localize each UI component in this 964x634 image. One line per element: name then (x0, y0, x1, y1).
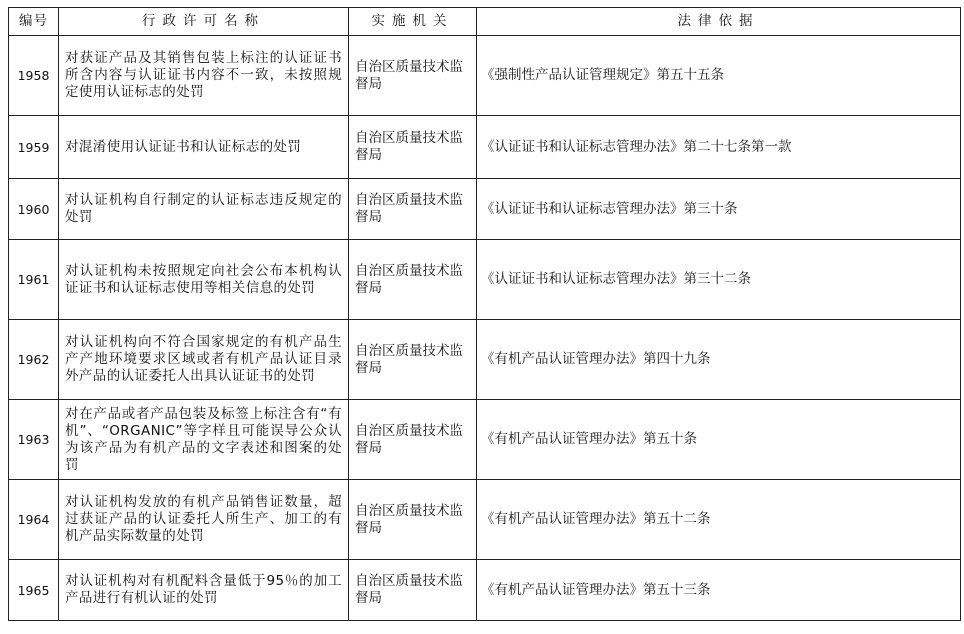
row-number: 1965 (9, 560, 59, 621)
row-agency: 自治区质量技术监督局 (349, 560, 477, 621)
row-license-name: 对在产品或者产品包装及标签上标注含有“有机”、“ORGANIC”等字样且可能误导公众认为该产品为有机产品的文字表述和图案的处罚 (59, 400, 349, 480)
row-legal-basis: 《认证证书和认证标志管理办法》第二十七条第一款 (477, 116, 961, 179)
table-row (9, 480, 961, 560)
row-legal-basis: 《强制性产品认证管理规定》第五十五条 (477, 36, 961, 116)
row-agency: 自治区质量技术监督局 (349, 320, 477, 400)
row-agency: 自治区质量技术监督局 (349, 179, 477, 240)
row-number: 1961 (9, 240, 59, 320)
row-legal-basis: 《有机产品认证管理办法》第五十三条 (477, 560, 961, 621)
row-license-name: 对获证产品及其销售包装上标注的认证证书所含内容与认证证书内容不一致，未按照规定使用认证标志的处罚 (59, 36, 349, 116)
table-row (9, 560, 961, 621)
row-number: 1962 (9, 320, 59, 400)
row-number: 1963 (9, 400, 59, 480)
row-agency: 自治区质量技术监督局 (349, 116, 477, 179)
row-number: 1964 (9, 480, 59, 560)
row-license-name: 对认证机构向不符合国家规定的有机产品生产产地环境要求区域或者有机产品认证目录外产品的认证委托人出具认证证书的处罚 (59, 320, 349, 400)
row-number: 1959 (9, 116, 59, 179)
row-legal-basis: 《有机产品认证管理办法》第四十九条 (477, 320, 961, 400)
table-row (9, 116, 961, 179)
table-header-row (9, 8, 961, 36)
table-row (9, 400, 961, 480)
row-license-name: 对认证机构对有机配料含量低于95％的加工产品进行有机认证的处罚 (59, 560, 349, 621)
table-row (9, 240, 961, 320)
table-row (9, 320, 961, 400)
row-legal-basis: 《认证证书和认证标志管理办法》第三十二条 (477, 240, 961, 320)
row-number: 1960 (9, 179, 59, 240)
admin-penalty-table (8, 7, 961, 621)
table-row (9, 179, 961, 240)
row-legal-basis: 《有机产品认证管理办法》第五十二条 (477, 480, 961, 560)
row-number: 1958 (9, 36, 59, 116)
row-agency: 自治区质量技术监督局 (349, 36, 477, 116)
row-license-name: 对认证机构未按照规定向社会公布本机构认证证书和认证标志使用等相关信息的处罚 (59, 240, 349, 320)
row-agency: 自治区质量技术监督局 (349, 400, 477, 480)
row-license-name: 对认证机构发放的有机产品销售证数量，超过获证产品的认证委托人所生产、加工的有机产品实际数量的处罚 (59, 480, 349, 560)
header-legal-basis: 法律依据 (477, 8, 961, 36)
row-agency: 自治区质量技术监督局 (349, 480, 477, 560)
table-row (9, 36, 961, 116)
row-license-name: 对认证机构自行制定的认证标志违反规定的处罚 (59, 179, 349, 240)
header-license-name: 行政许可名称 (59, 8, 349, 36)
row-legal-basis: 《有机产品认证管理办法》第五十条 (477, 400, 961, 480)
row-license-name: 对混淆使用认证证书和认证标志的处罚 (59, 116, 349, 179)
header-number: 编号 (9, 8, 59, 36)
row-legal-basis: 《认证证书和认证标志管理办法》第三十条 (477, 179, 961, 240)
row-agency: 自治区质量技术监督局 (349, 240, 477, 320)
header-agency: 实施机关 (349, 8, 477, 36)
